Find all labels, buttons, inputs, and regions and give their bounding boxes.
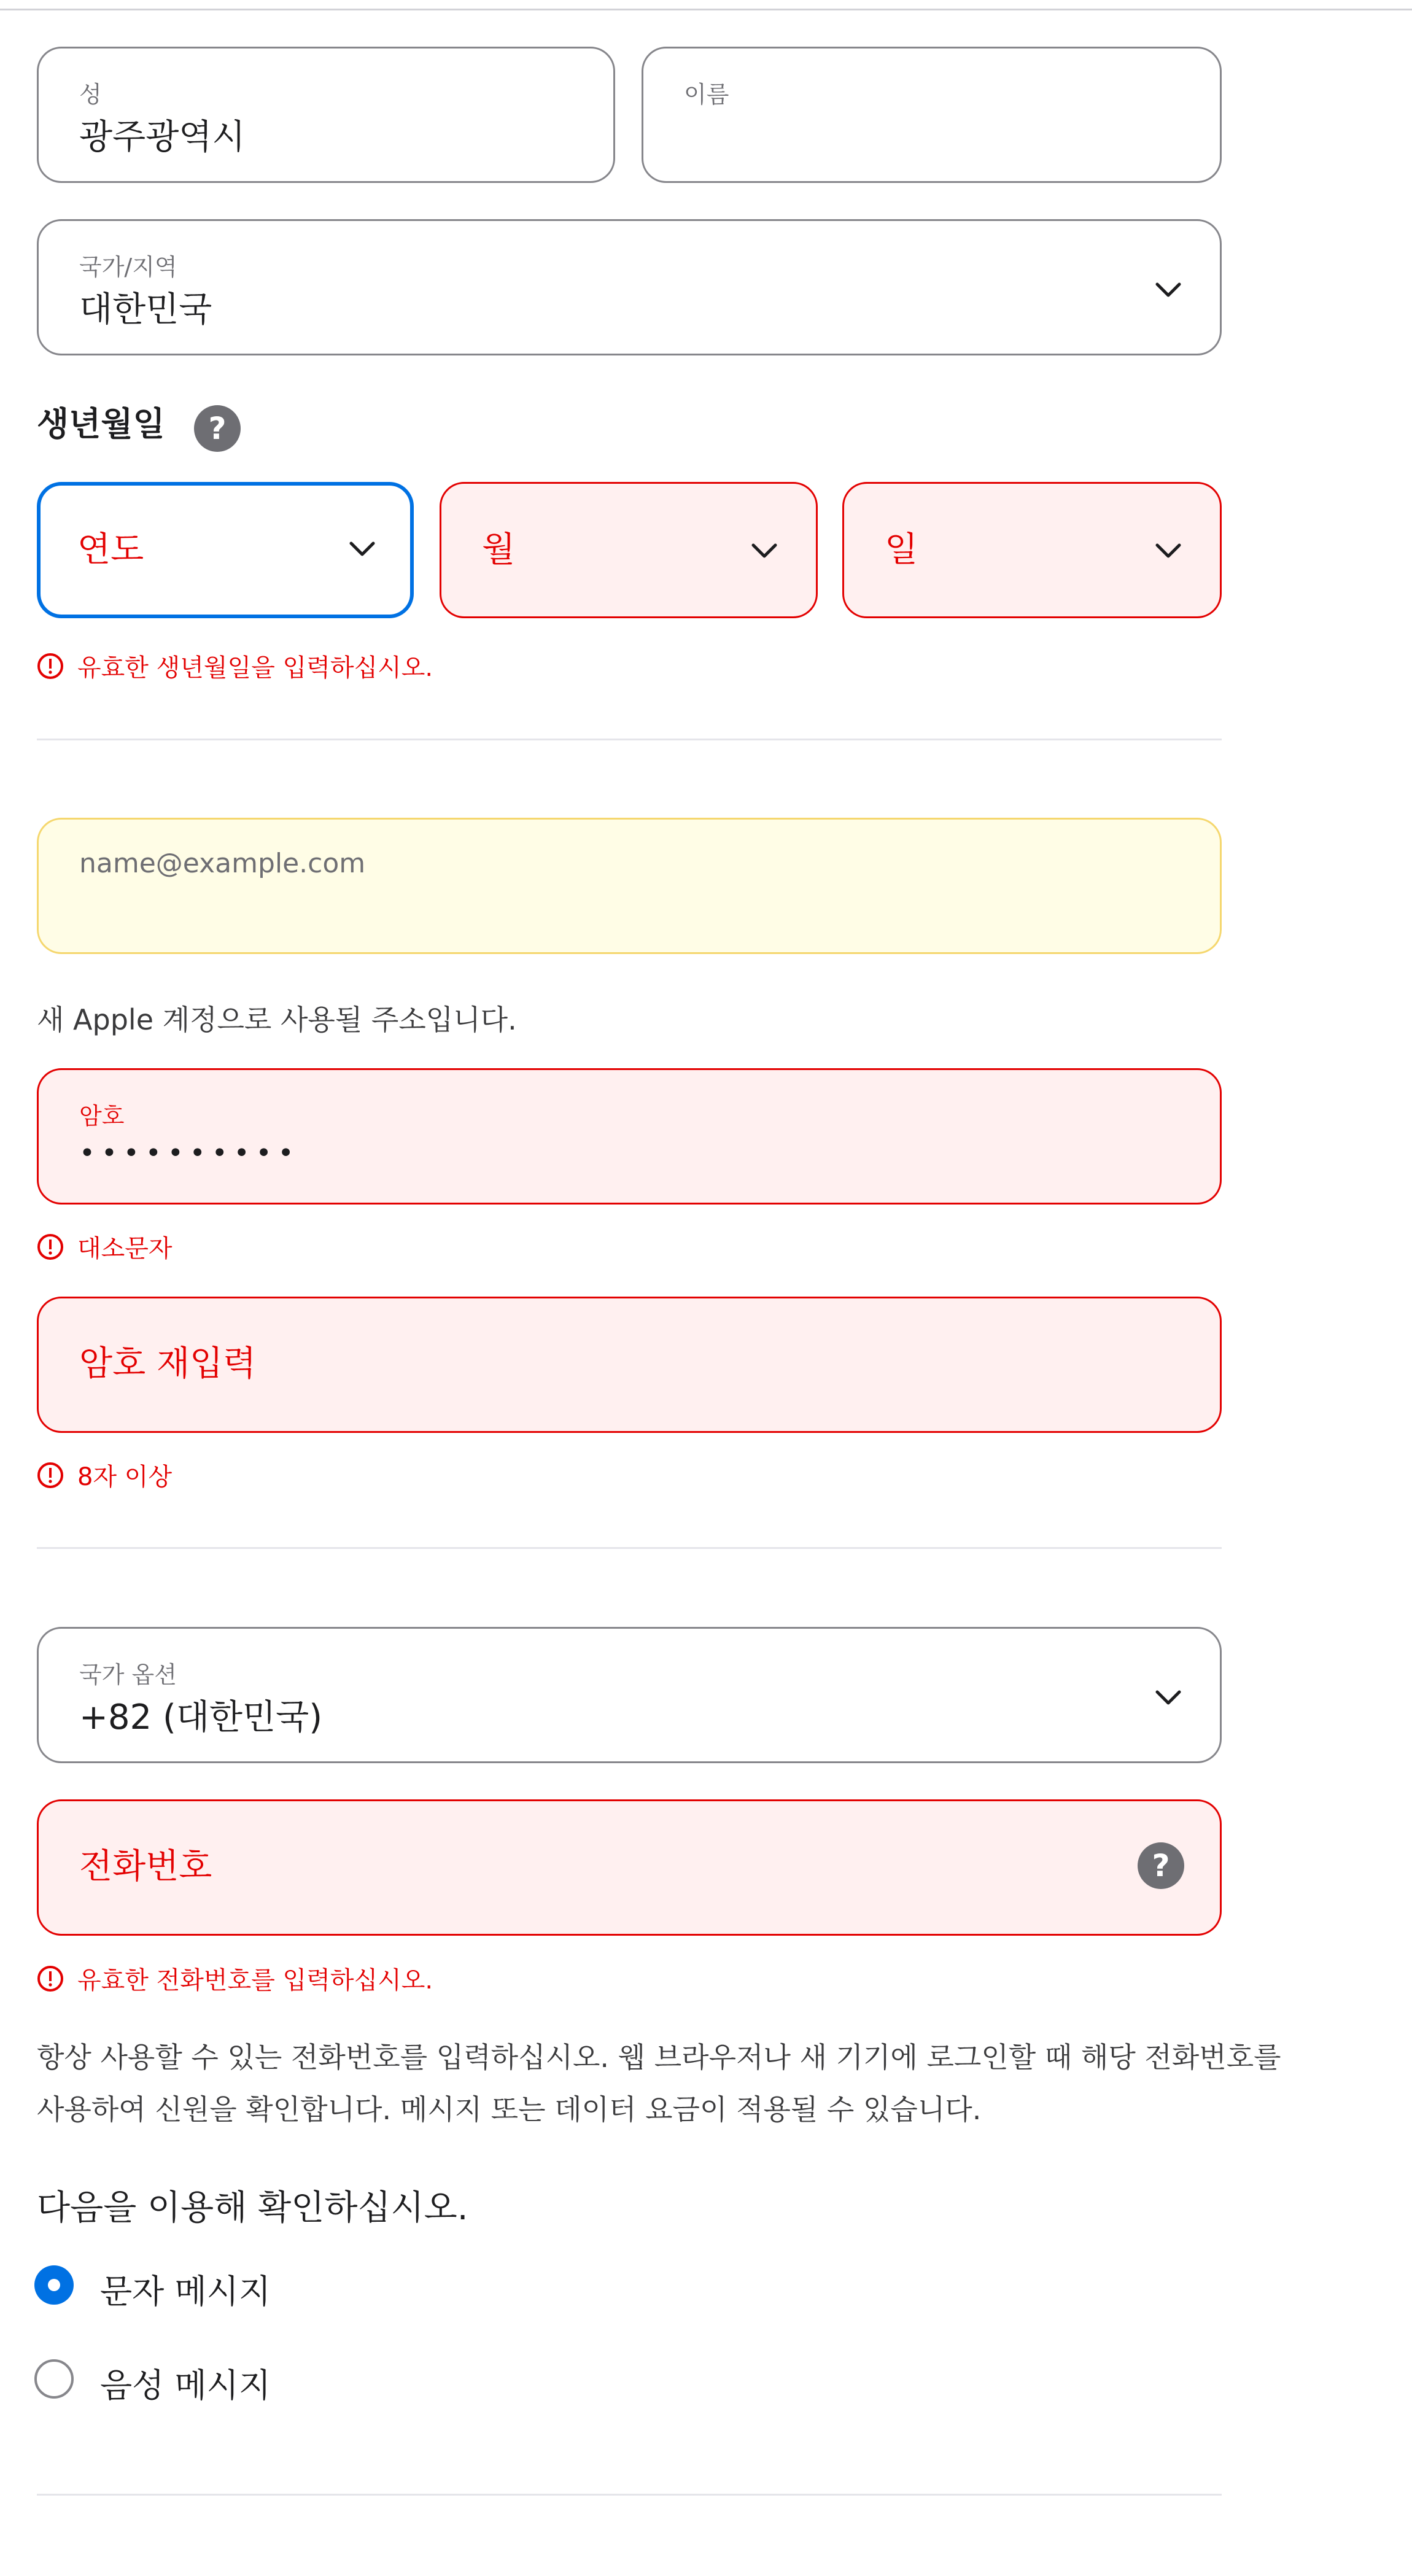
sms-radio-label[interactable]: 문자 메시지 xyxy=(100,2272,271,2311)
password-error-text: 대소문자 xyxy=(77,1235,173,1263)
country-region-select[interactable] xyxy=(37,219,1222,355)
email-field[interactable] xyxy=(37,818,1222,954)
confirm-password-error xyxy=(37,1457,172,1492)
phone-info-line-2: 사용하여 신원을 확인합니다. 메시지 또는 데이터 요금이 적용될 수 있습니다. xyxy=(37,2093,982,2126)
section-divider xyxy=(37,739,1222,740)
chevron-down-icon xyxy=(748,534,780,566)
phone-info-line-1: 항상 사용할 수 있는 전화번호를 입력하십시오. 웹 브라우저나 새 기기에 로그인할 때 해당 전화번호를 xyxy=(37,2041,1281,2074)
birth-month-select[interactable] xyxy=(440,482,818,618)
first-name-field[interactable] xyxy=(642,47,1222,183)
phone-error xyxy=(37,1961,433,1996)
chevron-down-icon xyxy=(346,532,378,564)
voice-radio-label[interactable]: 음성 메시지 xyxy=(100,2366,271,2405)
last-name-field[interactable] xyxy=(37,47,615,183)
last-name-value: 광주광역시 xyxy=(79,117,246,157)
birthday-error-text: 유효한 생년월일을 입력하십시오. xyxy=(77,654,433,682)
email-hint: 새 Apple 계정으로 사용될 주소입니다. xyxy=(37,1003,517,1036)
birth-year-select[interactable] xyxy=(37,482,414,618)
voice-radio[interactable] xyxy=(34,2359,74,2399)
confirm-password-error-text: 8자 이상 xyxy=(77,1463,173,1491)
password-field[interactable] xyxy=(37,1068,1222,1205)
confirm-password-field[interactable] xyxy=(37,1297,1222,1433)
top-divider xyxy=(0,0,1412,10)
phone-number-field[interactable] xyxy=(37,1799,1222,1936)
birth-year-placeholder: 연도 xyxy=(77,530,144,570)
birthday-title: 생년월일 xyxy=(37,405,165,443)
country-region-label: 국가/지역 xyxy=(79,254,177,281)
confirm-password-placeholder: 암호 재입력 xyxy=(79,1344,257,1384)
password-label: 암호 xyxy=(79,1103,125,1130)
verify-method-title: 다음을 이용해 확인하십시오. xyxy=(37,2188,468,2228)
phone-help-button[interactable]: ? xyxy=(1138,1842,1184,1889)
first-name-label: 이름 xyxy=(684,81,729,108)
birth-month-placeholder: 월 xyxy=(482,530,516,570)
birthday-help-button[interactable]: ? xyxy=(194,405,241,452)
chevron-down-icon xyxy=(1152,534,1184,566)
phone-number-placeholder: 전화번호 xyxy=(79,1847,212,1887)
birth-day-placeholder: 일 xyxy=(885,530,918,570)
password-value: •••••••••• xyxy=(79,1138,300,1169)
phone-country-value: +82 (대한민국) xyxy=(79,1697,323,1737)
error-icon xyxy=(37,1462,64,1489)
last-name-label: 성 xyxy=(79,81,102,108)
section-divider xyxy=(37,1547,1222,1549)
phone-country-select[interactable] xyxy=(37,1627,1222,1763)
phone-country-label: 국가 옵션 xyxy=(79,1661,177,1688)
country-region-value: 대한민국 xyxy=(79,290,212,330)
password-error xyxy=(37,1229,173,1264)
birthday-error xyxy=(37,648,433,683)
chevron-down-icon xyxy=(1152,1681,1184,1713)
error-icon xyxy=(37,653,64,680)
error-icon xyxy=(37,1233,64,1260)
sms-radio[interactable] xyxy=(34,2265,74,2305)
error-icon xyxy=(37,1965,64,1992)
section-divider xyxy=(37,2494,1222,2496)
chevron-down-icon xyxy=(1152,273,1184,305)
birth-day-select[interactable] xyxy=(842,482,1222,618)
phone-error-text: 유효한 전화번호를 입력하십시오. xyxy=(77,1966,433,1995)
email-placeholder-label: name@example.com xyxy=(79,848,366,879)
